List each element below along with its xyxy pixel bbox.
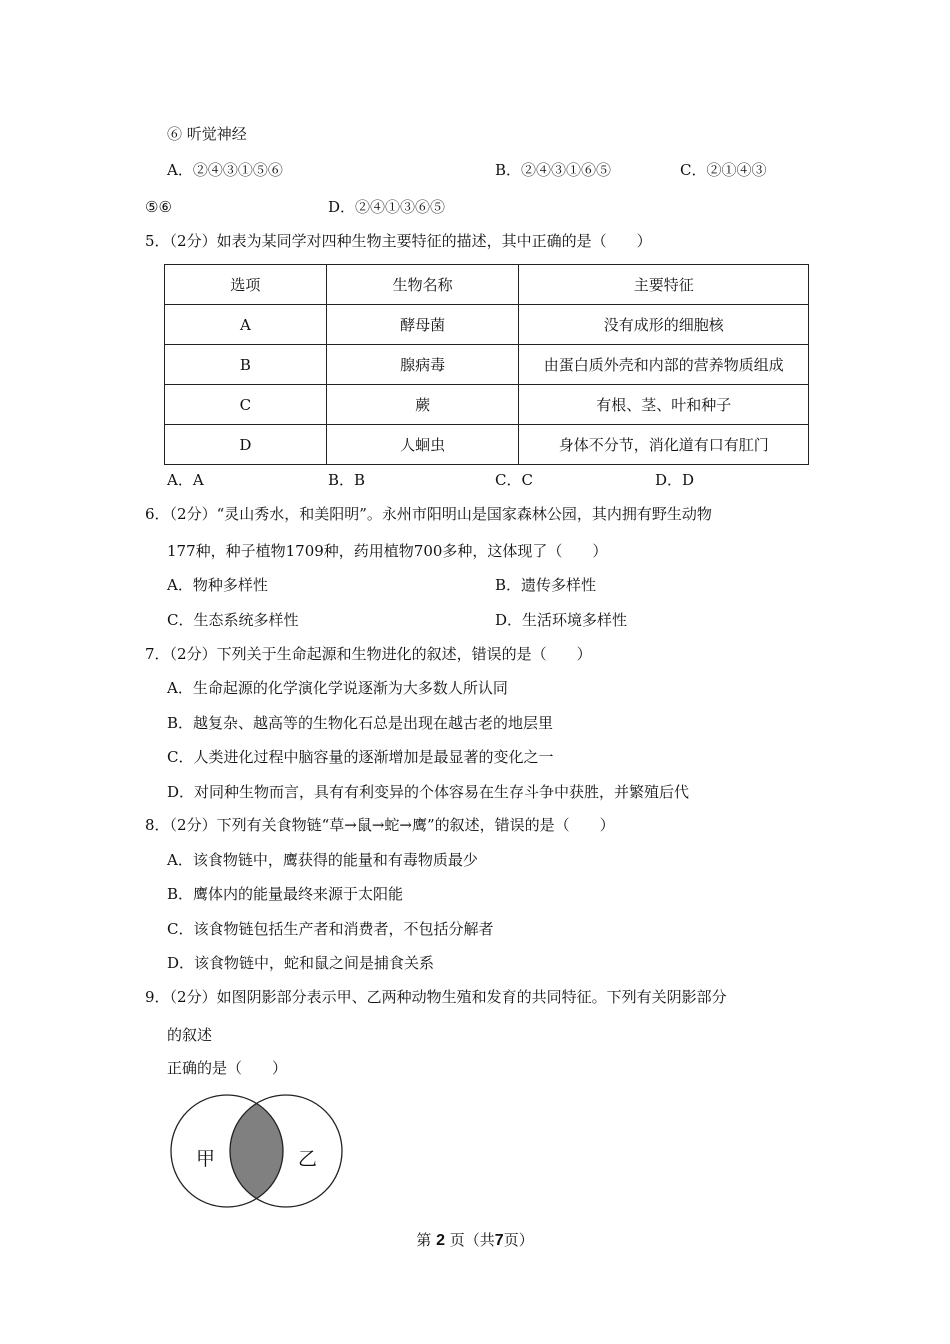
table-cell: 由蛋白质外壳和内部的营养物质组成 bbox=[519, 345, 809, 385]
footer-suffix: 页） bbox=[503, 1231, 534, 1249]
q5-stem: 5．（2分）如表为某同学对四种生物主要特征的描述，其中正确的是（ ） bbox=[145, 232, 652, 250]
q7-stem: 7．（2分）下列关于生命起源和生物进化的叙述，错误的是（ ） bbox=[145, 645, 592, 663]
q5-option-b: B．B bbox=[328, 471, 366, 489]
q5-option-a: A．A bbox=[167, 471, 204, 489]
q9-stem-cont2: 正确的是（ ） bbox=[167, 1059, 288, 1077]
feature-table bbox=[164, 264, 809, 465]
q6-option-a: A．物种多样性 bbox=[167, 576, 268, 594]
table-cell: C bbox=[165, 385, 327, 425]
table-cell: 酵母菌 bbox=[326, 305, 519, 345]
table-cell: 腺病毒 bbox=[326, 345, 519, 385]
q8-stem: 8．（2分）下列有关食物链“草→鼠→蛇→鹰”的叙述，错误的是（ ） bbox=[145, 816, 615, 834]
venn-right-label: 乙 bbox=[298, 1148, 318, 1170]
q8-option-b: B．鹰体内的能量最终来源于太阳能 bbox=[167, 885, 404, 903]
table-cell: B bbox=[165, 345, 327, 385]
q4-option-c: C．②①④③ bbox=[680, 161, 767, 179]
q6-option-d: D．生活环境多样性 bbox=[495, 611, 628, 629]
q5-option-c: C．C bbox=[495, 471, 533, 489]
q6-stem-cont: 177种，种子植物1709种，药用植物700多种，这体现了（ ） bbox=[167, 542, 608, 560]
table-header: 生物名称 bbox=[326, 265, 519, 305]
table-header: 主要特征 bbox=[519, 265, 809, 305]
venn-left-label: 甲 bbox=[196, 1148, 216, 1170]
table-header-row bbox=[165, 265, 809, 305]
table-row bbox=[165, 305, 809, 345]
footer-prefix: 第 bbox=[416, 1231, 432, 1249]
page-footer bbox=[0, 1229, 950, 1250]
q4-option-a: A．②④③①⑤⑥ bbox=[167, 161, 283, 179]
table-header: 选项 bbox=[165, 265, 327, 305]
q4-option-c-cont: ⑤⑥ bbox=[145, 198, 172, 216]
q6-option-c: C．生态系统多样性 bbox=[167, 611, 299, 629]
q7-option-b: B．越复杂、越高等的生物化石总是出现在越古老的地层里 bbox=[167, 714, 554, 732]
q4-item-6: ⑥ 听觉神经 bbox=[167, 125, 247, 143]
table-cell: 没有成形的细胞核 bbox=[519, 305, 809, 345]
table-row bbox=[165, 425, 809, 465]
table-cell: D bbox=[165, 425, 327, 465]
venn-diagram bbox=[168, 1093, 348, 1213]
q8-option-a: A．该食物链中，鹰获得的能量和有毒物质最少 bbox=[167, 851, 478, 869]
q8-option-c: C．该食物链包括生产者和消费者，不包括分解者 bbox=[167, 920, 494, 938]
table-cell: 身体不分节，消化道有口有肛门 bbox=[519, 425, 809, 465]
footer-mid: 页（共 bbox=[449, 1231, 495, 1249]
q8-option-d: D．该食物链中，蛇和鼠之间是捕食关系 bbox=[167, 954, 435, 972]
table-cell: 有根、茎、叶和种子 bbox=[519, 385, 809, 425]
table-cell: A bbox=[165, 305, 327, 345]
q6-option-b: B．遗传多样性 bbox=[495, 576, 597, 594]
table-row bbox=[165, 345, 809, 385]
table-cell: 蕨 bbox=[326, 385, 519, 425]
q4-option-b: B．②④③①⑥⑤ bbox=[495, 161, 612, 179]
q7-option-c: C．人类进化过程中脑容量的逐渐增加是最显著的变化之一 bbox=[167, 748, 554, 766]
total-pages: 7 bbox=[494, 1232, 504, 1249]
q7-option-a: A．生命起源的化学演化学说逐渐为大多数人所认同 bbox=[167, 679, 508, 697]
q9-stem: 9．（2分）如图阴影部分表示甲、乙两种动物生殖和发育的共同特征。下列有关阴影部分 bbox=[145, 988, 727, 1006]
q5-option-d: D．D bbox=[655, 471, 695, 489]
page-number: 2 bbox=[436, 1232, 445, 1249]
table-cell: 人蛔虫 bbox=[326, 425, 519, 465]
q7-option-d: D．对同种生物而言，具有有利变异的个体容易在生存斗争中获胜，并繁殖后代 bbox=[167, 783, 690, 801]
q6-stem: 6．（2分）“灵山秀水，和美阳明”。永州市阳明山是国家森林公园，其内拥有野生动物 bbox=[145, 505, 712, 523]
table-row bbox=[165, 385, 809, 425]
q9-stem-cont: 的叙述 bbox=[167, 1026, 213, 1044]
q4-option-d: D．②④①③⑥⑤ bbox=[328, 198, 446, 216]
